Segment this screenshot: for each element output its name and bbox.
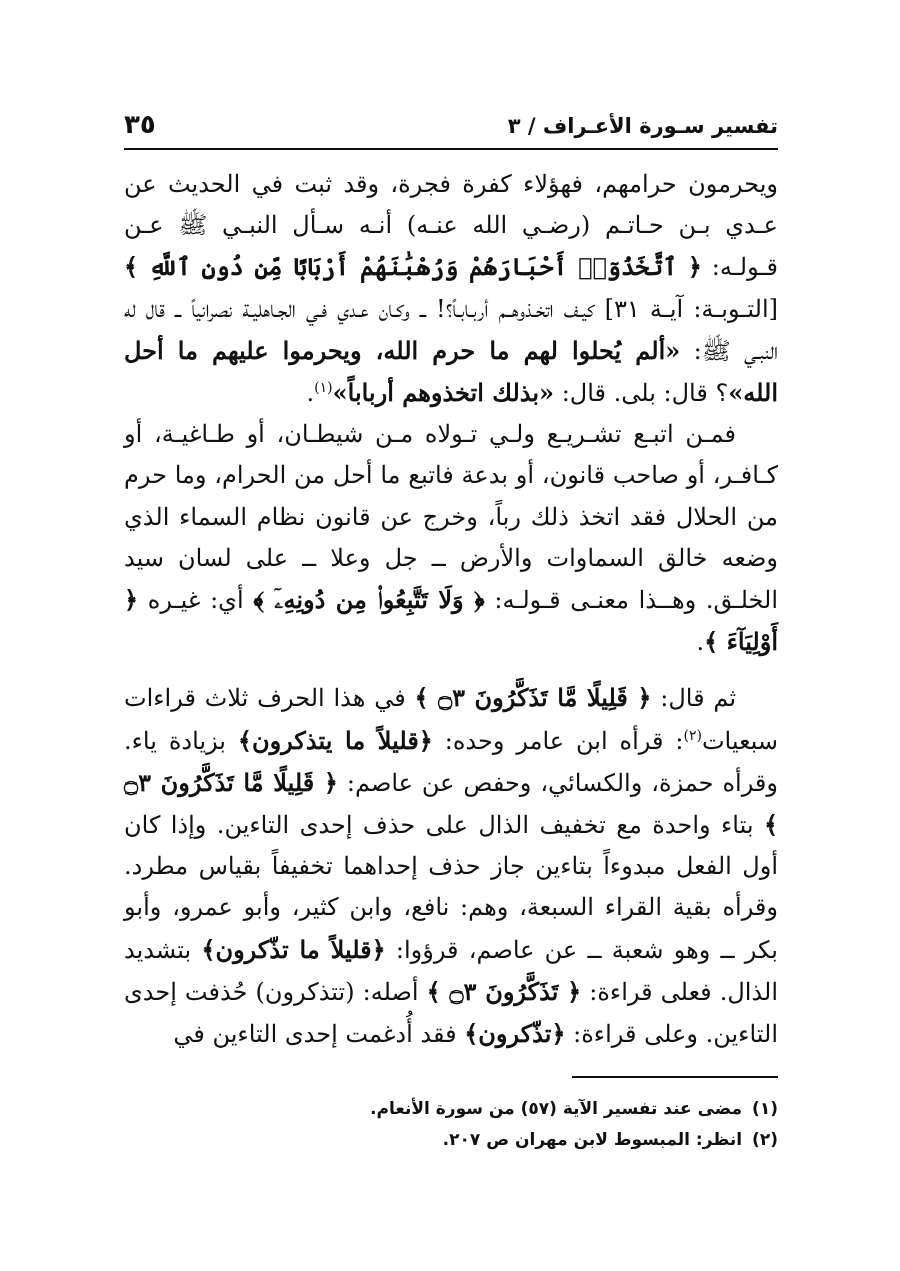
footnote-2-number: (٢) [752,1130,778,1150]
footnote-ref-1[interactable]: (١) [314,380,333,397]
header-rule [124,148,778,150]
footnote-rule [572,1076,778,1078]
quran-verse-6: ﴿ تَذَكَّرُونَ ۝٣ ﴾ [426,976,582,1006]
paragraph-2-text-3: . [696,628,705,657]
paragraph-1 [124,164,778,414]
footnote-1 [124,1094,778,1125]
paragraph-1-text-2: [التـوبـة: آيـة ٣١] كيـف اتخـذوهــم أربـابـاً؟! ــ وكـان عـدي فـي الجـاهليـة نصرانياً ــ قال له النبـي ﷺ: [124,294,778,365]
quran-verse-1: ﴿ ٱتَّخَذُوٓا۟ أَحْبَارَهُمْ وَرُهْبَٰنَهُمْ أَرْبَابًا مِّن دُونِ ٱللَّهِ ﴾ [124,252,702,282]
page-number: ٣٥ [124,110,156,140]
paragraph-1-text-3: ؟ قال: بلى. قال: [554,379,729,408]
footnote-1-number: (١) [752,1099,778,1119]
body-text [124,164,778,1055]
running-head [124,104,778,148]
footnote-ref-2[interactable]: (٢) [683,727,702,744]
paragraph-3-text-2: في هذا الحرف ثلاث قراءات سبعيات [124,684,779,755]
paragraph-3-text-3: : قرأه ابن عامر وحده: [432,726,684,755]
reading-tadhakkarun: ﴿تذّكرون﴾ [464,1019,566,1049]
paragraph-3-text-5: بتاء واحدة مع تخفيف الذال على حذف إحدى التاءين. وإذا كان أول الفعل مبدوءاً بتاءين جاز حذف إحداهما تخفيفاً بقياس مطرد. وقرأه بقية القراء السبعة، وهم: نافع، وابن كثير، وأبو عمرو، وأبو بكر ــ وهو شعبة ــ عن عاصم، قرؤوا: [124,811,778,964]
paragraph-3-text-4: بزيادة ياء. وقرأه حمزة، والكسائي، وحفص عن عاصم: [124,726,778,797]
paragraph-3-text-1: ثم قال: [651,684,737,713]
paragraph-1-text-1: ويحرمون حرامهم، فهؤلاء كفرة فجرة، وقد ثبت في الحديث عن عـدي بـن حـاتـم (رضـي الله عنـه) أنـه سـأل النبـي ﷺ عـن قـولـه: [124,170,779,282]
footnotes [124,1094,778,1156]
reading-majority: ﴿قليلاً ما تذّكرون﴾ [201,934,386,964]
document-page [124,104,779,1150]
footnote-2 [124,1125,778,1156]
paragraph-3 [124,677,778,1055]
paragraph-2-text-1: فمـن اتبـع تشـريـع ولـي تـولاه مـن شيطـان، أو طـاغيـة، أو كـافـر، أو صاحب قانون، أو بدعة فاتبع ما أحل من الحرام، وما حرم من الحلال فقد اتخذ ذلك رباً، وخرج عن قانون نظام السماء الذي وضعه خالق السماوات والأرض ــ جل وعلا ــ على لسان سيد الخلـق. وهــذا معنـى قـولـه: [124,420,779,615]
quran-verse-4: ﴿ قَلِيلًا مَّا تَذَكَّرُونَ ۝٣ ﴾ [414,683,652,713]
paragraph-2 [124,414,778,663]
paragraph-3-text-8: فقد أُدغمت إحدى التاءين في [173,1020,465,1049]
quran-verse-3: ﴿ أَوْلِيَآءَ ﴾ [124,585,778,657]
running-title: تفسير سـورة الأعـراف / ٣ [507,114,778,138]
paragraph-3-text-7: أصله: (تتذكرون) حُذفت إحدى التاءين. وعلى قراءة: [124,977,778,1049]
quran-verse-5: ﴿ قَلِيلًا مَّا تَذَكَّرُونَ ۝٣ ﴾ [124,767,778,840]
reading-ibn-amir: ﴿قليلاً ما يتذكرون﴾ [237,725,433,755]
footnote-1-text: مضى عند تفسير الآية (٥٧) من سورة الأنعام. [370,1099,743,1119]
hadith-quote-2: «بذلك اتخذوهم أرباباً» [332,378,555,408]
hadith-quote-1: «ألم يُحلوا لهم ما حرم الله، ويحرموا عليهم ما أحل الله» [124,335,778,408]
quran-verse-2: ﴿ وَلَا تَتَّبِعُوا۟ مِن دُونِهِۦٓ ﴾ [253,585,485,615]
paragraph-1-text-4: . [306,379,315,408]
paragraph-3-text-6: بتشديد الذال. فعلى قراءة: [124,935,779,1006]
paragraph-2-text-2: أي: غيـره [138,586,254,615]
footnote-2-text: انظر: المبسوط لابن مهران ص ٢٠٧. [442,1130,743,1150]
